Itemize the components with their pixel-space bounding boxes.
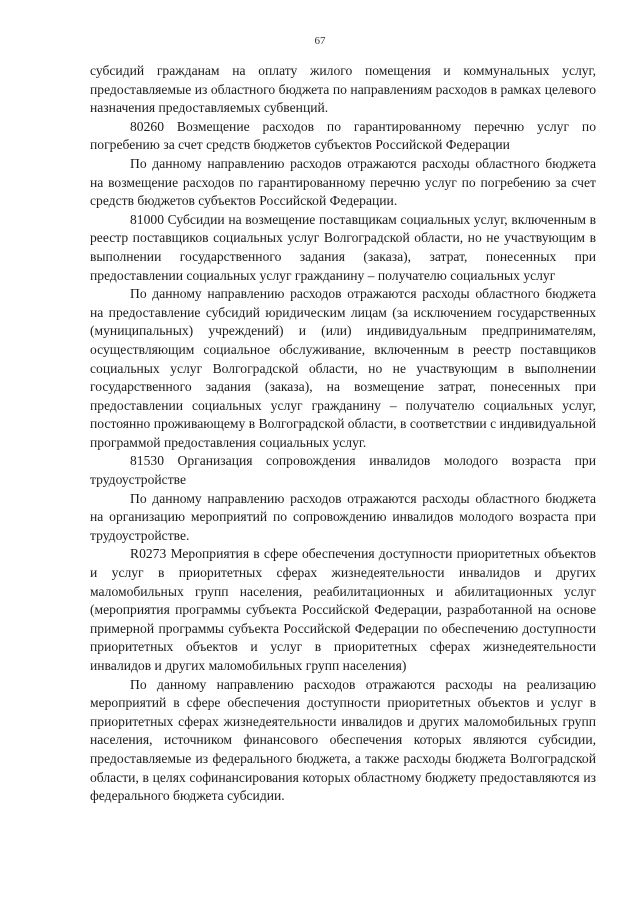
code-r0273-heading: R0273 Мероприятия в сфере обеспечения доступности приоритетных объектов и услуг в приоритетных сферах жизнедеятельности инвалидов и других маломобильных групп населения, реабилитационных и абилитационных услуг (мероприятия программы субъекта Российской Федерации, разработанной на основе примерной программы субъекта Российской Федерации по обеспечению доступности приоритетных объектов и услуг в приоритетных сферах жизнедеятельности инвалидов и других маломобильных групп населения) — [90, 546, 596, 673]
document-body — [90, 62, 596, 806]
code-81000-heading: 81000 Субсидии на возмещение поставщикам социальных услуг, включенным в реестр поставщиков социальных услуг Волгоградской области, но не участвующим в выполнении государственного задания (заказа), затрат, понесенных при предоставлении социальных услуг гражданину – получателю социальных услуг — [90, 211, 596, 283]
paragraph-continuation: субсидий гражданам на оплату жилого помещения и коммунальных услуг, предоставляемые из областного бюджета по направлениям расходов в рамках целевого назначения предоставляемых субвенций. — [90, 63, 596, 116]
code-80260-heading: 80260 Возмещение расходов по гарантированному перечню услуг по погребению за счет средств бюджетов субъектов Российской Федерации — [90, 118, 596, 153]
code-80260-description: По данному направлению расходов отражаются расходы областного бюджета на возмещение расходов по гарантированному перечню услуг по погребению за счет средств бюджетов субъектов Российской Федерации. — [90, 155, 596, 209]
code-r0273-description: По данному направлению расходов отражаются расходы на реализацию мероприятий в сфере обеспечения доступности приоритетных объектов и услуг в приоритетных сферах жизнедеятельности инвалидов и других маломобильных групп населения, источником финансового обеспечения которых являются субсидии, предоставляемые из федерального бюджета, а также расходы бюджета Волгоградской области, в целях софинансирования которых областному бюджету предоставляются из федерального бюджета субсидии. — [90, 676, 596, 804]
code-81000-description: По данному направлению расходов отражаются расходы областного бюджета на предоставление субсидий юридическим лицам (за исключением государственных (муниципальных) учреждений) и (или) индивидуальным предпринимателям, осуществляющим социальное обслуживание, включенным в реестр поставщиков социальных услуг Волгоградской области, но не участвующим в выполнении государственного задания (заказа), на возмещение затрат, понесенных при предоставлении социальных услуг гражданину – получателю социальных услуг, постоянно проживающему в Волгоградской области, в соответствии с индивидуальной программой предоставления социальных услуг. — [90, 286, 596, 450]
code-81530-description: По данному направлению расходов отражаются расходы областного бюджета на организацию мероприятий по сопровождению инвалидов молодого возраста при трудоустройстве. — [90, 490, 596, 543]
code-81530-heading: 81530 Организация сопровождения инвалидов молодого возраста при трудоустройстве — [90, 453, 596, 488]
page-number: 67 — [314, 35, 326, 47]
